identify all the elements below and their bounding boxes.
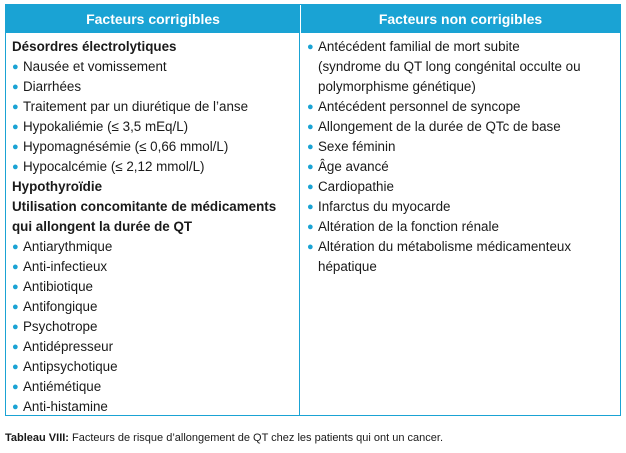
item-text: Antécédent personnel de syncope xyxy=(318,99,521,114)
item-line: polymorphisme génétique) xyxy=(318,79,476,94)
list-item xyxy=(307,157,614,177)
bullet-icon: ● xyxy=(307,101,314,113)
item-line: Altération du métabolisme médicamenteux xyxy=(318,239,572,254)
item-text: Antipsychotique xyxy=(23,359,118,374)
item-text: Allongement de la durée de QTc de base xyxy=(318,119,561,134)
item-text: Antifongique xyxy=(23,299,98,314)
bullet-icon: ● xyxy=(12,281,19,293)
list-item xyxy=(12,97,293,117)
bullet-icon: ● xyxy=(307,181,314,193)
item-text: Anti-histamine xyxy=(23,399,108,414)
bullet-icon: ● xyxy=(307,121,314,133)
item-text: Hypocalcémie (≤ 2,12 mmol/L) xyxy=(23,159,205,174)
bullet-icon: ● xyxy=(12,341,19,353)
list-item xyxy=(12,397,293,417)
list-item xyxy=(12,137,293,157)
bullet-icon: ● xyxy=(12,361,19,373)
item-text: Sexe féminin xyxy=(318,139,396,154)
list-item xyxy=(12,357,293,377)
electrolytes-list xyxy=(12,57,293,177)
non-corrigibles-list xyxy=(307,97,614,237)
list-item xyxy=(12,277,293,297)
table-header xyxy=(6,5,620,33)
bullet-icon: ● xyxy=(12,261,19,273)
list-item xyxy=(12,237,293,257)
item-text: Hypomagnésémie (≤ 0,66 mmol/L) xyxy=(23,139,229,154)
list-item xyxy=(12,257,293,277)
group-title-electrolytes: Désordres électrolytiques xyxy=(12,39,177,54)
list-item xyxy=(307,217,614,237)
bullet-icon: ● xyxy=(307,41,314,53)
item-text: Infarctus du myocarde xyxy=(318,199,451,214)
bullet-icon: ● xyxy=(12,401,19,413)
item-text: Antiémétique xyxy=(23,379,102,394)
list-item xyxy=(307,237,614,277)
bullet-icon: ● xyxy=(12,141,19,153)
bullet-icon: ● xyxy=(307,241,314,253)
bullet-icon: ● xyxy=(307,161,314,173)
header-corrigibles: Facteurs corrigibles xyxy=(6,5,301,33)
risk-factors-table xyxy=(5,4,621,416)
list-item xyxy=(307,197,614,217)
group-title-hypothyroidie: Hypothyroïdie xyxy=(12,179,103,194)
bullet-icon: ● xyxy=(307,141,314,153)
group-title-medicaments-line1: Utilisation concomitante de médicaments xyxy=(12,199,277,214)
item-text: Diarrhées xyxy=(23,79,82,94)
item-text: Âge avancé xyxy=(318,159,389,174)
corrigibles-column xyxy=(6,33,300,415)
non-corrigibles-column xyxy=(300,33,620,415)
group-title-medicaments-line2: qui allongent la durée de QT xyxy=(12,219,193,234)
item-text: Altération de la fonction rénale xyxy=(318,219,499,234)
bullet-icon: ● xyxy=(12,101,19,113)
item-text xyxy=(318,237,571,277)
bullet-icon: ● xyxy=(12,61,19,73)
header-non-corrigibles: Facteurs non corrigibles xyxy=(378,11,543,27)
bullet-icon: ● xyxy=(12,81,19,93)
item-line: Antécédent familial de mort subite xyxy=(318,39,520,54)
bullet-icon: ● xyxy=(12,121,19,133)
list-item xyxy=(12,337,293,357)
bullet-icon: ● xyxy=(307,201,314,213)
list-item xyxy=(12,57,293,77)
item-text: Nausée et vomissement xyxy=(23,59,167,74)
item-text: Cardiopathie xyxy=(318,179,394,194)
bullet-icon: ● xyxy=(12,381,19,393)
item-text: Hypokaliémie (≤ 3,5 mEq/L) xyxy=(23,119,189,134)
item-text xyxy=(318,37,581,97)
list-item xyxy=(307,117,614,137)
caption-text: Facteurs de risque d’allongement de QT chez les patients qui ont un cancer. xyxy=(68,432,444,444)
item-line: hépatique xyxy=(318,259,377,274)
caption-label: Tableau VIII: xyxy=(5,432,69,444)
bullet-icon: ● xyxy=(12,241,19,253)
item-text: Psychotrope xyxy=(23,319,98,334)
table-caption xyxy=(5,432,443,444)
item-text: Antiarythmique xyxy=(23,239,113,254)
list-item xyxy=(12,117,293,137)
bullet-icon: ● xyxy=(12,301,19,313)
list-item xyxy=(12,377,293,397)
item-line: (syndrome du QT long congénital occulte ou xyxy=(318,59,581,74)
bullet-icon: ● xyxy=(12,321,19,333)
medicaments-list xyxy=(12,237,293,417)
item-text: Antibiotique xyxy=(23,279,93,294)
list-item xyxy=(307,177,614,197)
list-item xyxy=(12,297,293,317)
list-item xyxy=(12,157,293,177)
table-body xyxy=(6,33,620,415)
list-item xyxy=(307,97,614,117)
item-text: Traitement par un diurétique de l’anse xyxy=(23,99,249,114)
item-text: Anti-infectieux xyxy=(23,259,108,274)
list-item xyxy=(307,37,614,97)
bullet-icon: ● xyxy=(307,221,314,233)
list-item xyxy=(12,77,293,97)
list-item xyxy=(12,317,293,337)
list-item xyxy=(307,137,614,157)
bullet-icon: ● xyxy=(12,161,19,173)
item-text: Antidépresseur xyxy=(23,339,114,354)
